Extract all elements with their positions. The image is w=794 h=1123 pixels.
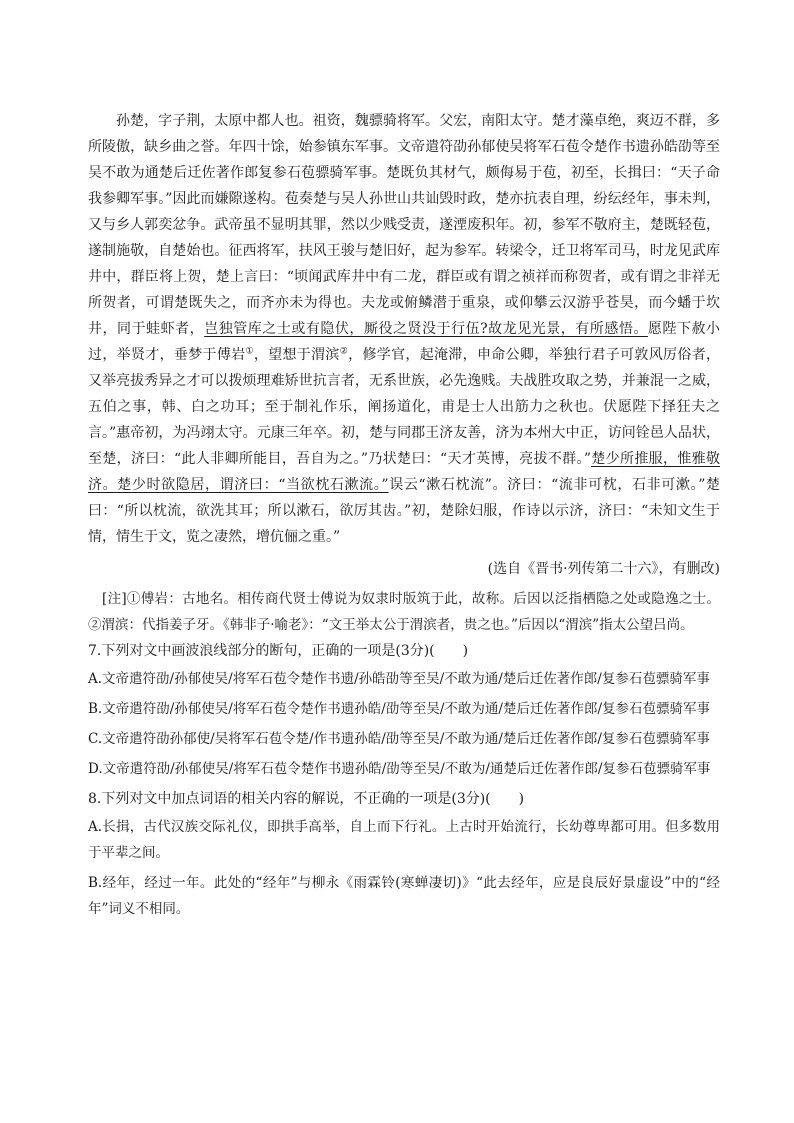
passage-segment: 孙楚，字子荆，太原中都人也。祖资，魏骠骑将军。父宏，南阳太守。楚才藻卓绝，爽迈不群，多所陵傲，缺乡曲之誉。年四十馀，始参镇东军事。文帝遣符劭孙郁使吴将军石苞令楚作书遗孙皓劭等至吴不敢为通楚后迁佐著作郎复参石苞骠骑军事。楚既负其材气，颇侮易于苞，初至，长揖曰：“天子命我参卿军事。”因此而嫌隙遂构。苞奏楚与吴人孙世山共讪毁时政，楚亦抗表自理，纷纭经年，事未判，又与乡人郭奕忿争。武帝虽不显明其罪，然以少贱受责，遂湮废积年。初，参军不敬府主，楚既轻苞，遂制施敬，自楚始也。征西将军，扶风王骏与楚旧好，起为参军。转梁令，迁卫将军司马，时龙见武库井中，群臣将上贺，楚上言曰：“顷闻武库井中有二龙，群臣或有谓之祯祥而称贺者，或有谓之非祥无所贺者，可谓楚既失之，而齐亦未为得也。夫龙或俯鳞潜于重泉，或仰攀云汉游乎苍昊，而今蟠于坎井，同于蛙虾者， xyxy=(88,113,720,337)
document-page xyxy=(88,108,720,926)
question-option: D.文帝遣符劭/孙郁使吴/将军石苞令楚作书遗孙皓/劭等至吴/不敢为/通楚后迁佐著作郎/复参石苞骠骑军事 xyxy=(88,761,711,777)
passage-segment: ，修学官，起淹滞，申命公卿，举独行君子可敦风厉俗者，又举亮拔秀异之才可以拨烦理难矫世抗言者，无系世族，必先逸贱。夫战胜攻取之势，并兼混一之威，五伯之事，韩、白之功耳；至于制礼作乐，阐扬道化，甫是士人出筋力之秋也。伏愿陛下择狂夫之言。”惠帝初，为冯翊太守。元康三年卒。初，楚与同郡王济友善，济为本州大中正，访问铨邑人品状，至楚，济曰：“此人非卿所能目，吾自为之。”乃状楚曰：“天才英博，亮拔不群。” xyxy=(88,347,721,467)
passage-segment-underlined: 岂独管库之士或有隐伏，厮役之贤没于行伍?故龙见光景，有所感悟。 xyxy=(204,321,648,337)
question-option: B.经年，经过一年。此处的“经年”与柳永《雨霖铃(寒蝉凄切)》“此去经年，应是良辰好景虚设”中的“经年”词义不相同。 xyxy=(88,875,720,917)
question-option: B.文帝遣符劭/孙郁使吴/将军石苞令楚作书遗孙皓/劭等至吴/不敢为通/楚后迁佐著作郎/复参石苞骠骑军事 xyxy=(88,701,711,717)
question-option: C.文帝遣符劭孙郁使/吴将军石苞令楚/作书遗孙皓/劭等至吴/不敢为通/楚后迁佐著作郎/复参石苞骠骑军事 xyxy=(88,731,710,747)
footnote-marker: ① xyxy=(245,346,254,357)
question-option: A.文帝遣符劭/孙郁使吴/将军石苞令楚作书遗/孙皓劭等至吴/不敢为通/楚后迁佐著作郎/复参石苞骠骑军事 xyxy=(88,671,710,687)
annotation-notes: [注]①傅岩：古地名。相传商代贤士傅说为奴隶时版筑于此，故称。后因以泛指栖隐之处或隐逸之士。②渭滨：代指姜子牙。《韩非子·喻老》：“文王举太公于渭滨者，贵之也。”后因以“渭滨”指太公望吕尚。 xyxy=(88,591,720,633)
footnote-marker: ② xyxy=(339,346,349,357)
question-stem: 8.下列对文中加点词语的相关内容的解说，不正确的一项是(3分)( ) xyxy=(88,791,525,807)
passage-segment: ，望想于渭滨 xyxy=(253,347,340,363)
question-stem: 7.下列对文中画波浪线部分的断句，正确的一项是(3分)( ) xyxy=(88,643,469,659)
passage-body xyxy=(88,108,720,550)
passage-segment-underlined: 楚少所推服，惟雅敬济。楚少时欲隐居，谓济曰：“当欲枕石漱流。” xyxy=(88,451,720,493)
passage-segment: 愿陛下赦小过，举贤才，垂梦于傅岩 xyxy=(88,321,720,363)
passage-source: (选自《晋书·列传第二十六》，有删改) xyxy=(487,561,720,577)
passage-segment: 误云“漱石枕流”。济曰：“流非可枕，石非可漱。”楚曰：“所以枕流，欲洗其耳；所以漱石，欲厉其齿。”初，楚除妇服，作诗以示济，济曰：“未知文生于情，情生于文，览之凄然，增伉俪之重。” xyxy=(88,477,720,545)
question-option: A.长揖，古代汉族交际礼仪，即拱手高举，自上而下行礼。上古时开始流行，长幼尊卑都可用。但多数用于平辈之间。 xyxy=(88,819,720,861)
